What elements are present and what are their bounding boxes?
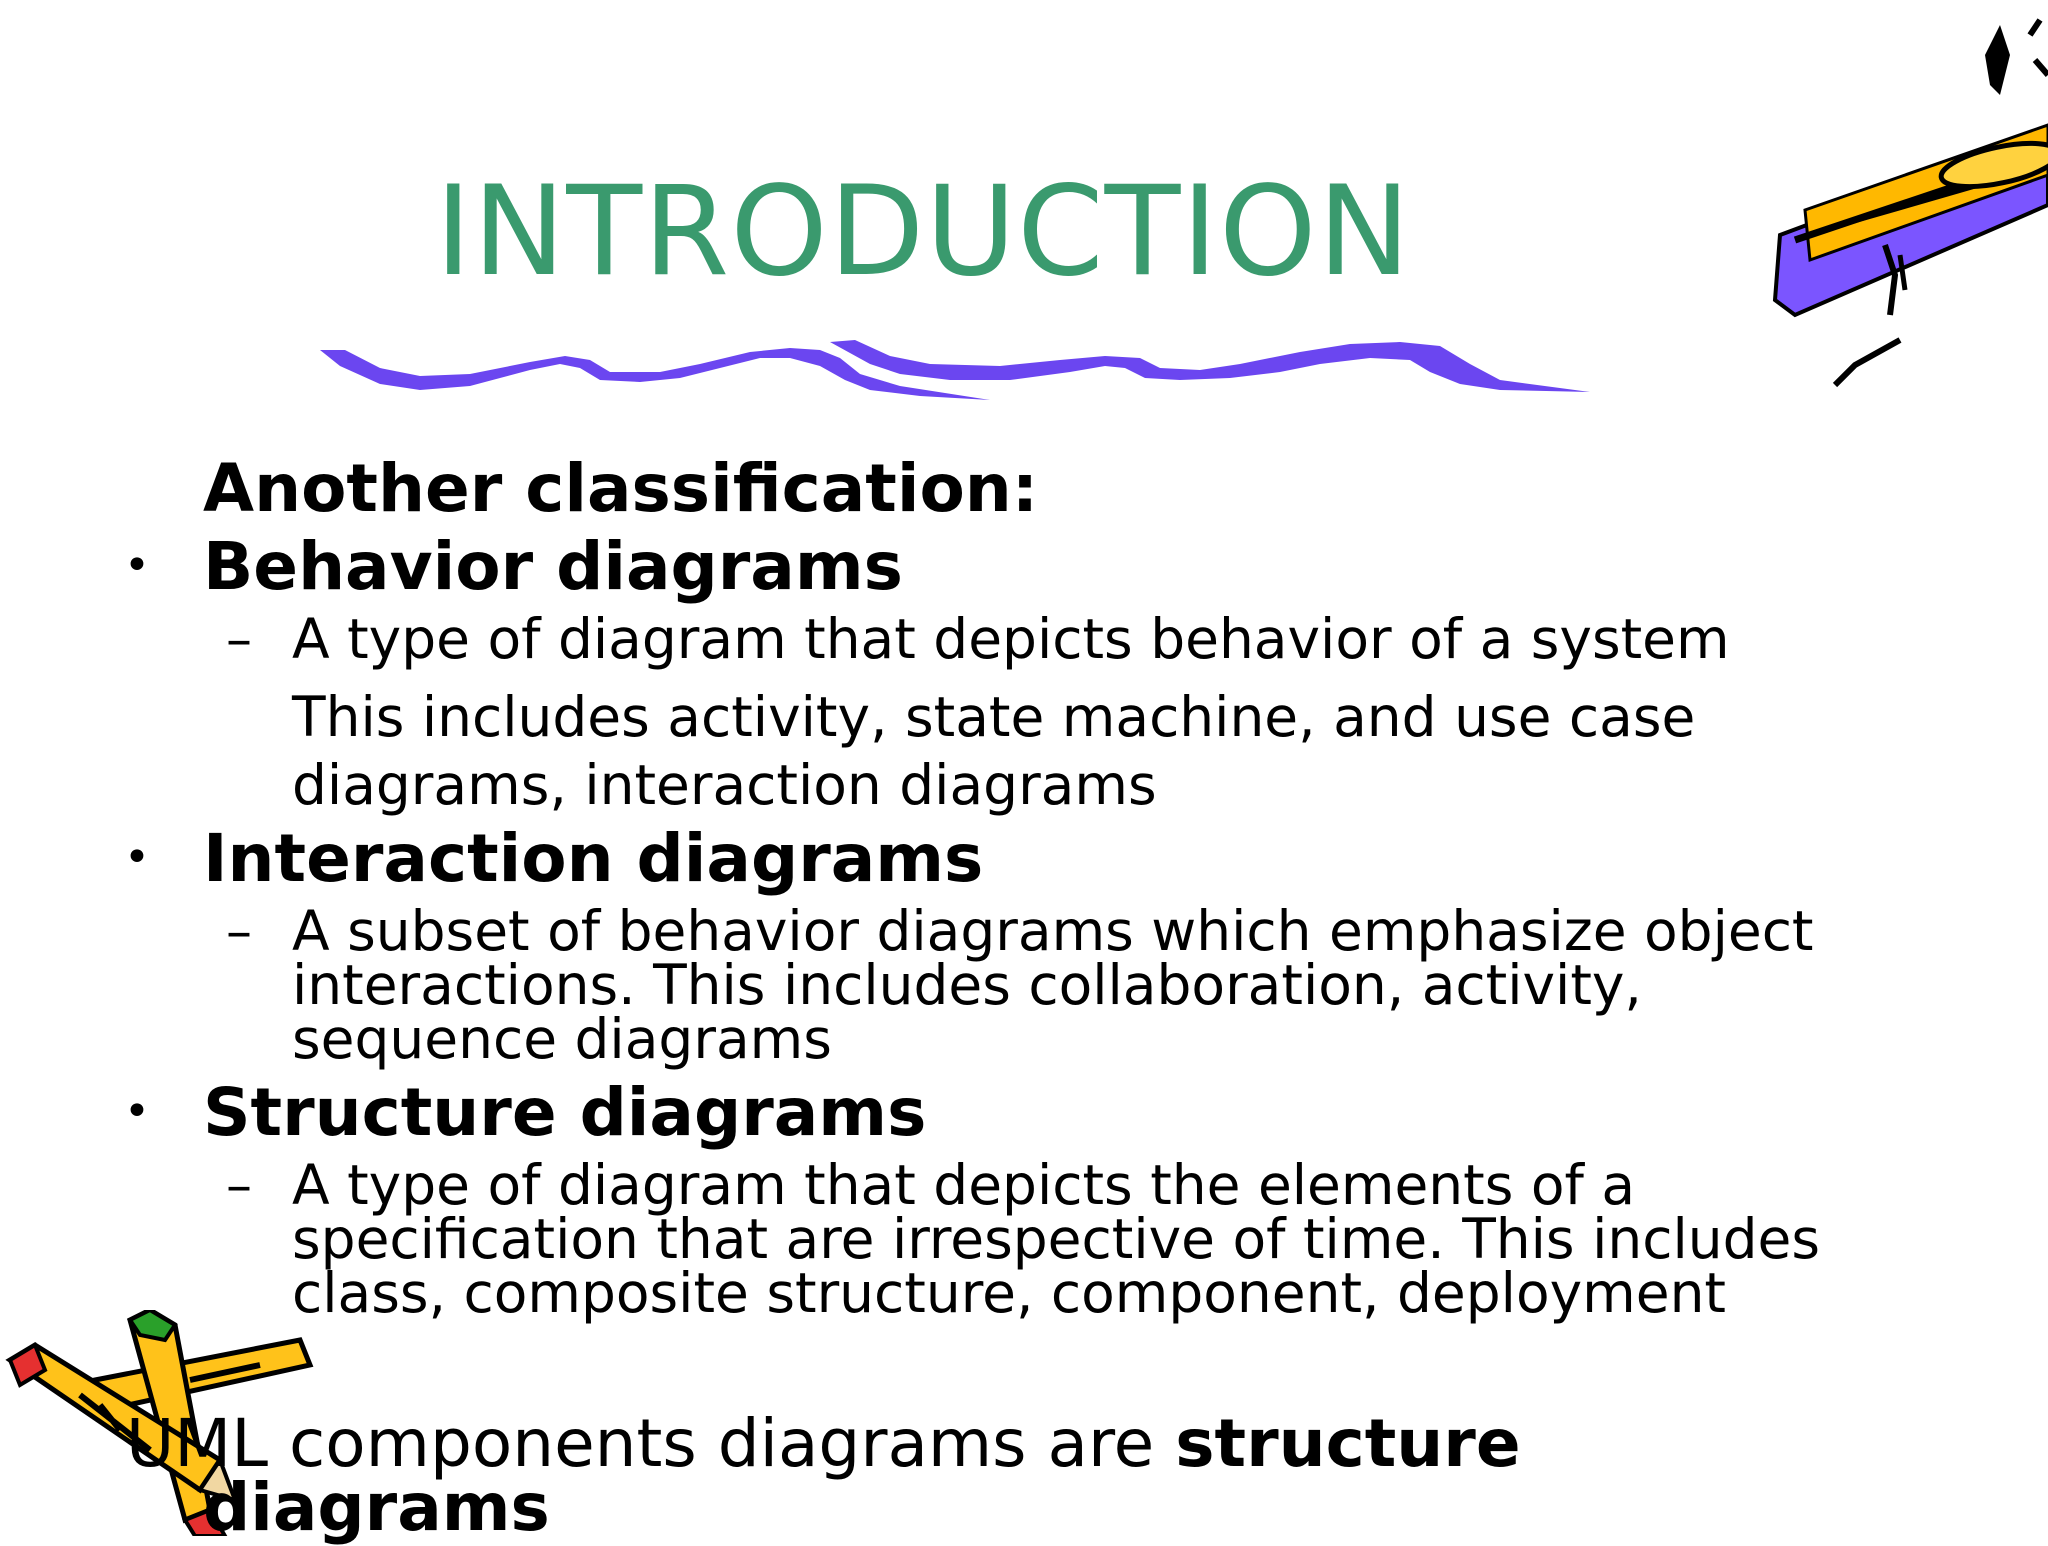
item-heading-interaction: Interaction diagrams [203, 820, 984, 897]
squiggle-underline [0, 320, 1620, 410]
bullet-icon: • [124, 1086, 150, 1137]
footer-emphasis: structure [1175, 1405, 1521, 1482]
item-text-line: sequence diagrams [292, 1007, 832, 1071]
dash-icon: – [226, 610, 252, 670]
intro-heading: Another classification: [203, 450, 1039, 527]
footer-prefix: UML components diagrams are [126, 1405, 1176, 1482]
item-text-line: A subset of behavior diagrams which emphasize object [292, 899, 1814, 963]
item-text-line: specification that are irrespective of time. This includes [292, 1207, 1820, 1271]
item-text-line: interactions. This includes collaboration, activity, [292, 953, 1642, 1017]
footer-continuation: diagrams [203, 1469, 550, 1546]
dash-icon: – [226, 1156, 252, 1216]
item-heading-structure: Structure diagrams [203, 1074, 927, 1151]
item-text-line: class, composite structure, component, deployment [292, 1261, 1727, 1325]
slide-title: INTRODUCTION [435, 160, 1412, 304]
item-text-line: A type of diagram that depicts the elements of a [292, 1153, 1636, 1217]
dash-icon: – [226, 902, 252, 962]
footer-statement [126, 1405, 1521, 1546]
bullet-icon: • [124, 540, 150, 591]
pencil-clipart-icon [1735, 15, 2048, 395]
bullet-icon: • [124, 832, 150, 883]
item-text-line: This includes activity, state machine, and use case [292, 685, 1696, 749]
item-text-line: diagrams, interaction diagrams [292, 753, 1157, 817]
item-text-line: A type of diagram that depicts behavior of a system [292, 607, 1730, 671]
item-heading-behavior: Behavior diagrams [203, 528, 903, 605]
